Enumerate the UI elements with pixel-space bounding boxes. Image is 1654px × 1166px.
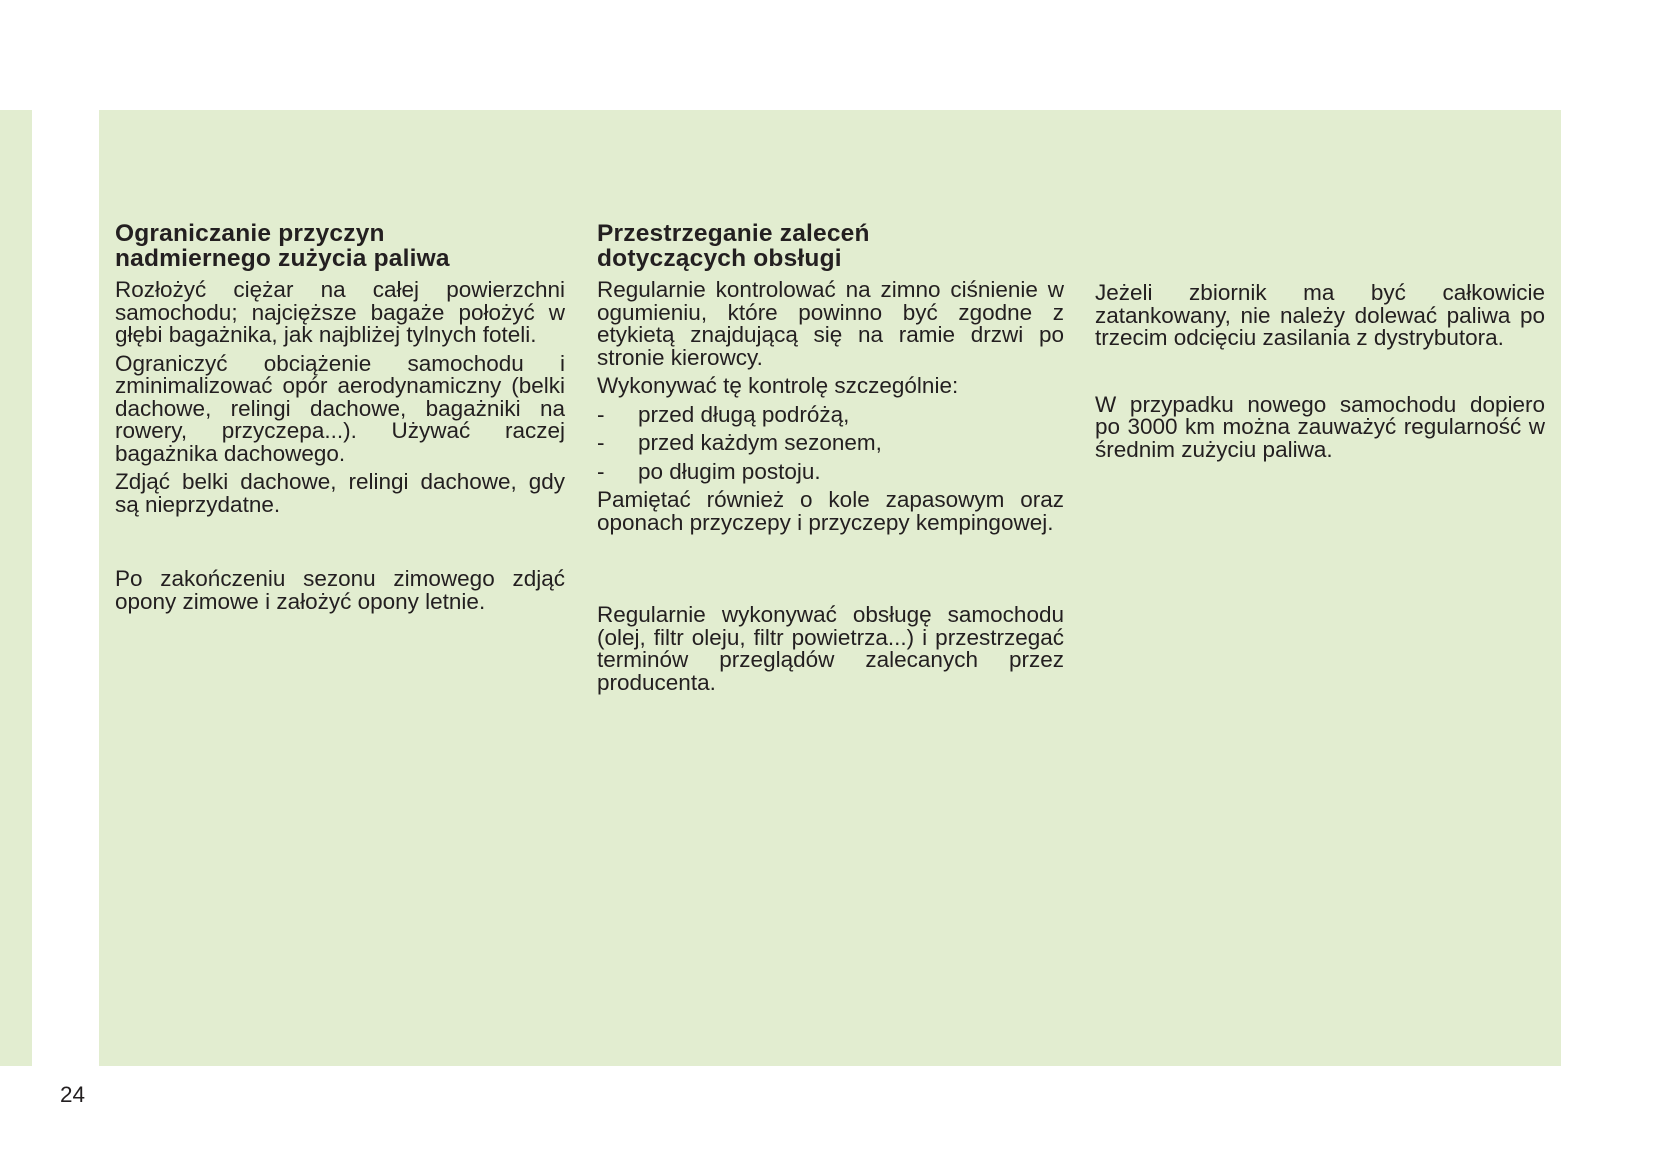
- bullet-dash: -: [597, 458, 605, 484]
- list-item: [597, 432, 1064, 455]
- section-heading-maintenance: [597, 221, 1064, 271]
- paragraph: Regularnie kontrolować na zimno ciśnienie w ogumieniu, które powinno być zgodne z etykietą znajdującą się na ramie drzwi po stronie kierowcy.: [597, 277, 1064, 370]
- heading-line: Ograniczanie przyczyn: [115, 220, 385, 247]
- right-column: [1095, 282, 1545, 467]
- bullet-dash: -: [597, 401, 605, 427]
- list-item-text: przed długą podróżą,: [638, 401, 850, 427]
- page-number: 24: [60, 1082, 86, 1107]
- paragraph: Po zakończeniu sezonu zimowego zdjąć opony zimowe i założyć opony letnie.: [115, 566, 565, 614]
- left-column: [115, 221, 565, 619]
- paragraph: W przypadku nowego samochodu dopiero po 3000 km można zauważyć regularność w średnim zużyciu paliwa.: [1095, 391, 1545, 462]
- checklist: [597, 401, 1064, 484]
- paragraph: Ograniczyć obciążenie samochodu i zminimalizować opór aerodynamiczny (belki dachowe, relingi dachowe, bagażniki na rowery, przyczepa...). Używać raczej bagażnika dachowego.: [115, 350, 565, 466]
- paragraph: Rozłożyć ciężar na całej powierzchni samochodu; najcięższe bagaże położyć w głębi bagażnika, jak najbliżej tylnych foteli.: [115, 277, 565, 347]
- paragraph: Regularnie wykonywać obsługę samochodu (olej, filtr oleju, filtr powietrza...) i przestrzegać terminów przeglądów zalecanych przez producenta.: [597, 602, 1064, 695]
- paragraph: Jeżeli zbiornik ma być całkowicie zatankowany, nie należy dolewać paliwa po trzecim odcięciu zasilania z dystrybutora.: [1095, 280, 1545, 350]
- list-item: [597, 458, 1064, 484]
- side-color-strip: [0, 110, 32, 1066]
- section-heading-fuel-consumption: [115, 221, 565, 271]
- heading-line: dotyczących obsługi: [597, 245, 842, 272]
- heading-line: Przestrzeganie zaleceń: [597, 220, 870, 247]
- middle-column: [597, 221, 1064, 700]
- bullet-dash: -: [597, 430, 605, 455]
- list-item-text: przed każdym sezonem,: [638, 430, 882, 455]
- list-item: [597, 401, 1064, 427]
- paragraph: Wykonywać tę kontrolę szczególnie:: [597, 373, 959, 398]
- paragraph: Zdjąć belki dachowe, relingi dachowe, gdy są nieprzydatne.: [115, 469, 565, 517]
- list-item-text: po długim postoju.: [638, 458, 821, 484]
- paragraph: Pamiętać również o kole zapasowym oraz oponach przyczepy i przyczepy kempingowej.: [597, 487, 1064, 535]
- heading-line: nadmiernego zużycia paliwa: [115, 245, 450, 272]
